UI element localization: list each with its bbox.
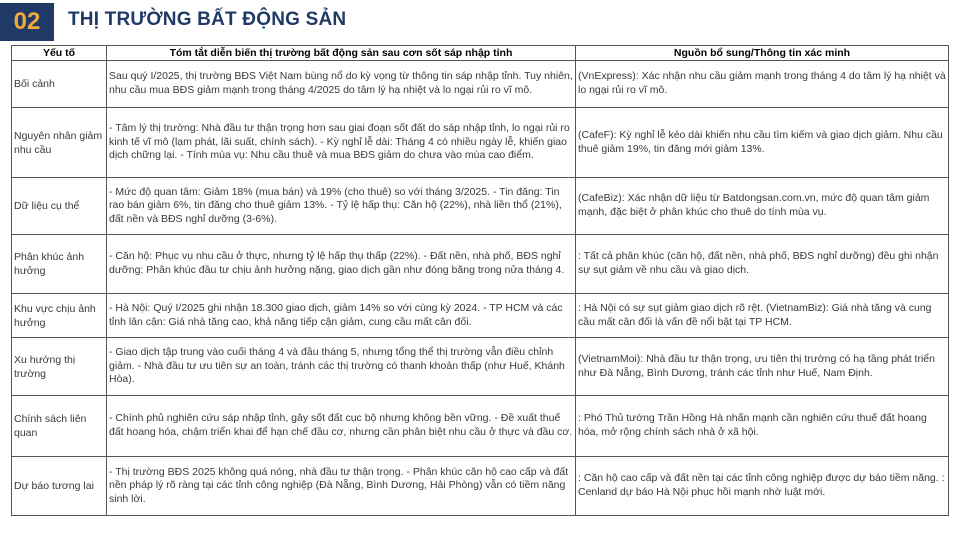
summary-cell: - Căn hộ: Phục vụ nhu cầu ở thực, nhưng tỷ lệ hấp thụ thấp (22%). - Đất nền, nhà phố, BĐS nghỉ dưỡng: Phân khúc đầu tư chịu ảnh hưởng nặng, giao dịch gần như đóng băng trong nửa tháng 4. bbox=[107, 235, 576, 294]
section-number-badge: 02 bbox=[0, 3, 54, 41]
table-row bbox=[12, 294, 949, 338]
table-row bbox=[12, 108, 949, 178]
summary-cell: - Mức độ quan tâm: Giảm 18% (mua bán) và 19% (cho thuê) so với tháng 3/2025. - Tin đăng: Tin rao bán giảm 6%, tin đăng cho thuê giảm 13%. - Tỷ lệ hấp thụ: Căn hộ (22%), nhà liền thổ (21%), đất nền và BĐS nghỉ dưỡng (3-6%). bbox=[107, 178, 576, 235]
market-summary-table bbox=[11, 45, 949, 516]
source-cell: : Hà Nội có sự sụt giảm giao dịch rõ rệt. (VietnamBiz): Giá nhà tăng và cung cầu mất cân đối là vấn đề nổi bật tại TP HCM. bbox=[576, 294, 949, 338]
header-summary: Tóm tắt diễn biến thị trường bất động sản sau cơn sốt sáp nhập tỉnh bbox=[107, 46, 576, 61]
factor-cell: Chính sách liên quan bbox=[12, 396, 107, 457]
source-cell: : Phó Thủ tướng Trần Hồng Hà nhấn mạnh cần nghiên cứu thuế đất hoang hóa, mở rộng chính sách nhà ở xã hội. bbox=[576, 396, 949, 457]
slide-title: THỊ TRƯỜNG BẤT ĐỘNG SẢN bbox=[68, 9, 347, 30]
source-cell: (CafeBiz): Xác nhận dữ liệu từ Batdongsan.com.vn, mức độ quan tâm giảm mạnh, đặc biệt ở phân khúc cho thuê do tính mùa vụ. bbox=[576, 178, 949, 235]
factor-cell: Phân khúc ảnh hưởng bbox=[12, 235, 107, 294]
table-header-row bbox=[12, 46, 949, 61]
summary-cell: - Hà Nội: Quý I/2025 ghi nhận 18.300 giao dịch, giảm 14% so với cùng kỳ 2024. - TP HCM và các tỉnh lân cận: Giá nhà tăng cao, khả năng tiếp cận giảm, cung cầu mất cân đối. bbox=[107, 294, 576, 338]
table-row bbox=[12, 235, 949, 294]
summary-cell: - Tâm lý thị trường: Nhà đầu tư thận trọng hơn sau giai đoạn sốt đất do sáp nhập tỉnh, lo ngại rủi ro kinh tế vĩ mô (lạm phát, lãi suất, chính sách). - Kỳ nghỉ lễ dài: Tháng 4 có nhiều ngày lễ, khiến giao dịch chững lại. - Tính mùa vụ: Nhu cầu thuê và mua BĐS giảm do chưa vào mùa cao điểm. bbox=[107, 108, 576, 178]
summary-cell: - Thị trường BĐS 2025 không quá nóng, nhà đầu tư thận trọng. - Phân khúc căn hộ cao cấp và đất nền pháp lý rõ ràng tại các tỉnh công nghiệp (Đà Nẵng, Bình Dương, Hải Phòng) vẫn có tiềm năng sinh lời. bbox=[107, 457, 576, 516]
table-row bbox=[12, 61, 949, 108]
factor-cell: Bối cảnh bbox=[12, 61, 107, 108]
factor-cell: Dự báo tương lai bbox=[12, 457, 107, 516]
source-cell: : Căn hộ cao cấp và đất nền tại các tỉnh công nghiệp được dự báo tiềm năng. : Cenland dự báo Hà Nội phục hồi mạnh nhờ luật mới. bbox=[576, 457, 949, 516]
header-source: Nguồn bổ sung/Thông tin xác minh bbox=[576, 46, 949, 61]
factor-cell: Xu hướng thị trường bbox=[12, 338, 107, 396]
factor-cell: Dữ liệu cụ thể bbox=[12, 178, 107, 235]
table-row bbox=[12, 178, 949, 235]
source-cell: (VietnamMoi): Nhà đầu tư thận trọng, ưu tiên thị trường có hạ tầng phát triển như Đà Nẵng, Bình Dương, tránh các tỉnh như Huế, Nam Định. bbox=[576, 338, 949, 396]
slide-header bbox=[0, 0, 960, 44]
source-cell: (VnExpress): Xác nhận nhu cầu giảm mạnh trong tháng 4 do tâm lý hạ nhiệt và lo ngại rủi ro vĩ mô. bbox=[576, 61, 949, 108]
summary-cell: - Giao dịch tập trung vào cuối tháng 4 và đầu tháng 5, nhưng tổng thể thị trường vẫn điều chỉnh giảm. - Nhà đầu tư ưu tiên sự an toàn, tránh các thị trường có thanh khoản thấp (như Huế, Khánh Hòa). bbox=[107, 338, 576, 396]
header-factor: Yếu tố bbox=[12, 46, 107, 61]
table-row bbox=[12, 396, 949, 457]
factor-cell: Nguyên nhân giảm nhu cầu bbox=[12, 108, 107, 178]
market-summary-table-container bbox=[11, 45, 948, 516]
factor-cell: Khu vực chịu ảnh hưởng bbox=[12, 294, 107, 338]
summary-cell: - Chính phủ nghiên cứu sáp nhập tỉnh, gây sốt đất cục bộ nhưng không bền vững. - Đề xuất thuế đất hoang hóa, chậm triển khai để hạn chế đầu cơ, nhưng cần phân biệt nhu cầu ở thực và đầu cơ. bbox=[107, 396, 576, 457]
source-cell: : Tất cả phân khúc (căn hộ, đất nền, nhà phố, BĐS nghỉ dưỡng) đều ghi nhận sự sụt giảm về nhu cầu và giao dịch. bbox=[576, 235, 949, 294]
source-cell: (CafeF): Kỳ nghỉ lễ kéo dài khiến nhu cầu tìm kiếm và giao dịch giảm. Nhu cầu thuê giảm 19%, tin đăng mới giảm 13%. bbox=[576, 108, 949, 178]
table-row bbox=[12, 338, 949, 396]
summary-cell: Sau quý I/2025, thị trường BĐS Việt Nam bùng nổ do kỳ vọng từ thông tin sáp nhập tỉnh. Tuy nhiên, nhu cầu mua BĐS giảm mạnh trong tháng 4/2025 do tâm lý hạ nhiệt và lo ngại rủi ro vĩ mô. bbox=[107, 61, 576, 108]
table-row bbox=[12, 457, 949, 516]
